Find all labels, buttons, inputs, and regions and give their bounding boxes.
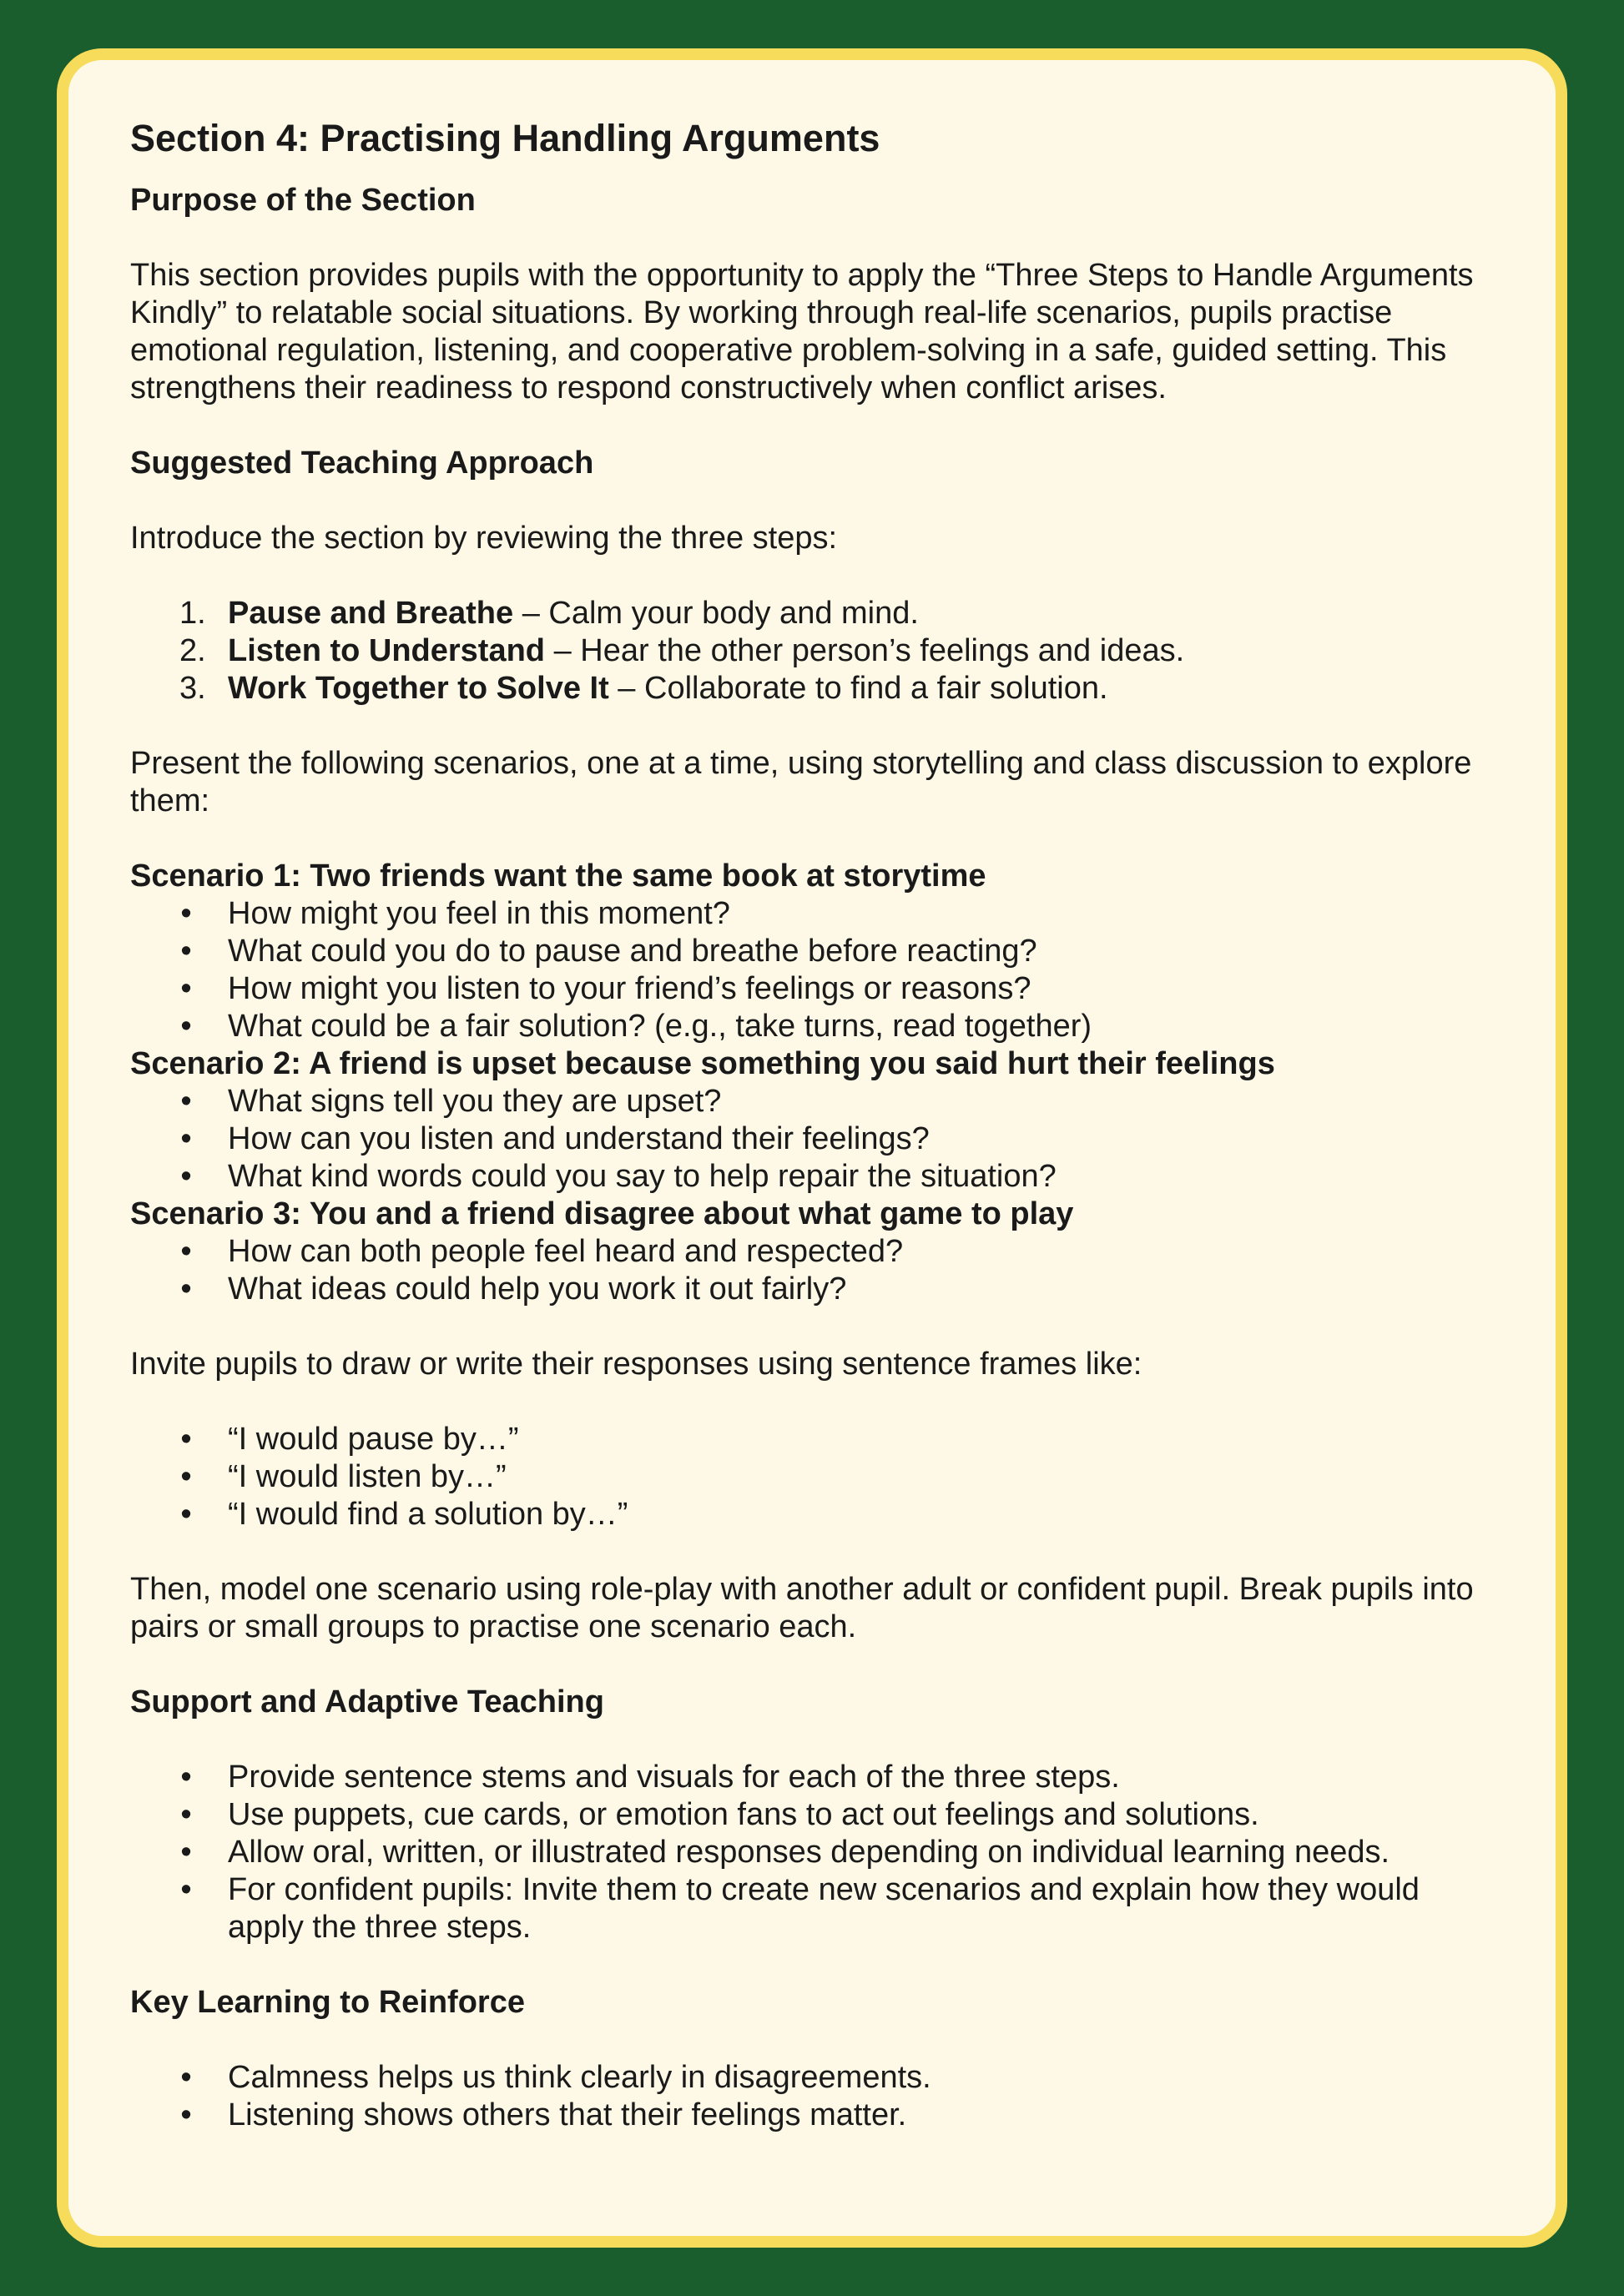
sentence-frames bbox=[130, 1421, 1497, 1533]
step-item: 2. Listen to Understand – Hear the other person’s feelings and ideas. bbox=[179, 633, 1185, 668]
steps-list bbox=[130, 595, 1497, 707]
approach-intro: Introduce the section by reviewing the three steps: bbox=[130, 521, 838, 556]
scenario-2-title: Scenario 2: A friend is upset because something you said hurt their feelings bbox=[130, 1046, 1275, 1081]
support-heading: Support and Adaptive Teaching bbox=[130, 1684, 604, 1719]
content-card bbox=[57, 48, 1567, 2248]
present-text: Present the following scenarios, one at a time, using storytelling and class discussion to explore them: bbox=[130, 746, 1472, 818]
list-item: • How can both people feel heard and respected? bbox=[180, 1234, 904, 1269]
support-list bbox=[130, 1759, 1497, 1946]
list-item: • “I would pause by…” bbox=[180, 1422, 519, 1457]
list-item: • How might you listen to your friend’s feelings or reasons? bbox=[180, 971, 1031, 1006]
scenario-3-title: Scenario 3: You and a friend disagree about what game to play bbox=[130, 1196, 1074, 1231]
scenario-3-questions bbox=[130, 1233, 1497, 1308]
list-item: • What could you do to pause and breathe before reacting? bbox=[180, 934, 1037, 969]
invite-text: Invite pupils to draw or write their responses using sentence frames like: bbox=[130, 1347, 1142, 1382]
document-body bbox=[130, 115, 1497, 2134]
list-item: • Allow oral, written, or illustrated responses depending on individual learning needs. bbox=[180, 1835, 1390, 1870]
list-item: • What kind words could you say to help repair the situation? bbox=[180, 1159, 1057, 1194]
page-title: Section 4: Practising Handling Arguments bbox=[130, 117, 880, 159]
list-item: • Use puppets, cue cards, or emotion fans to act out feelings and solutions. bbox=[180, 1797, 1259, 1832]
list-item: • Listening shows others that their feelings matter. bbox=[180, 2097, 907, 2132]
scenario-1-questions bbox=[130, 895, 1497, 1045]
list-item: • How can you listen and understand their feelings? bbox=[180, 1121, 930, 1156]
list-item: • For confident pupils: Invite them to create new scenarios and explain how they would apply the three steps. bbox=[180, 1872, 1420, 1945]
list-item: • Provide sentence stems and visuals for each of the three steps. bbox=[180, 1760, 1120, 1795]
list-item: • What ideas could help you work it out fairly? bbox=[180, 1271, 847, 1307]
list-item: • “I would listen by…” bbox=[180, 1459, 507, 1494]
purpose-heading: Purpose of the Section bbox=[130, 183, 476, 218]
approach-heading: Suggested Teaching Approach bbox=[130, 446, 594, 481]
step-item: 1. Pause and Breathe – Calm your body and mind. bbox=[179, 596, 919, 631]
key-learning-heading: Key Learning to Reinforce bbox=[130, 1985, 525, 2020]
scenario-1-title: Scenario 1: Two friends want the same book at storytime bbox=[130, 858, 986, 894]
model-text: Then, model one scenario using role-play with another adult or confident pupil. Break pupils into pairs or small groups to practise one scenario each. bbox=[130, 1572, 1474, 1644]
list-item: • What could be a fair solution? (e.g., take turns, read together) bbox=[180, 1009, 1092, 1044]
list-item: • What signs tell you they are upset? bbox=[180, 1084, 722, 1119]
scenario-2-questions bbox=[130, 1083, 1497, 1196]
list-item: • Calmness helps us think clearly in disagreements. bbox=[180, 2060, 931, 2095]
step-item: 3. Work Together to Solve It – Collaborate to find a fair solution. bbox=[179, 671, 1108, 706]
list-item: • How might you feel in this moment? bbox=[180, 896, 730, 931]
key-learning-list bbox=[130, 2059, 1497, 2134]
purpose-text: This section provides pupils with the opportunity to apply the “Three Steps to Handle Arguments Kindly” to relatable social situations. By working through real-life scenarios, pupils practise emotional regulation, listening, and cooperative problem-solving in a safe, guided setting. This strengthens their readiness to respond constructively when conflict arises. bbox=[130, 258, 1474, 405]
list-item: • “I would find a solution by…” bbox=[180, 1497, 628, 1532]
